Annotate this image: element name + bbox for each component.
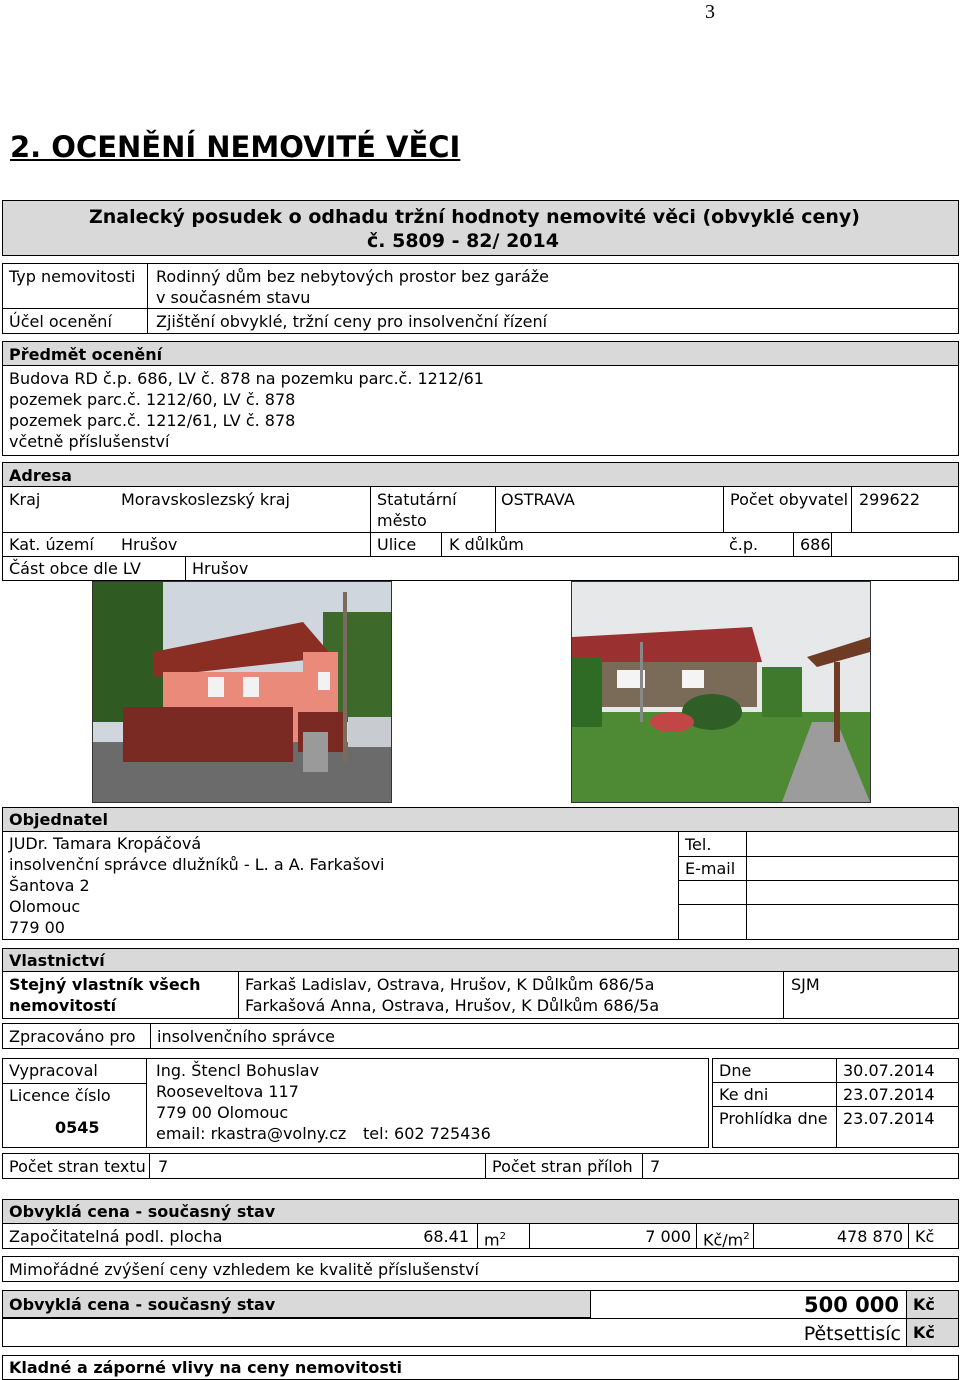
cp-value: 686 bbox=[800, 535, 831, 554]
author-city: 779 00 Olomouc bbox=[156, 1103, 289, 1122]
date-value-cell bbox=[836, 1058, 959, 1083]
price-calc-row bbox=[2, 1223, 959, 1249]
ownership-box bbox=[2, 971, 959, 1019]
garden-photo bbox=[571, 581, 871, 803]
orderer-line: Olomouc bbox=[9, 897, 81, 916]
cp-label: č.p. bbox=[729, 535, 759, 554]
price-heading-bar bbox=[2, 1199, 959, 1224]
orderer-line: 779 00 bbox=[9, 918, 65, 937]
unit-price-unit: $Kč/m^2$ bbox=[703, 1230, 750, 1250]
type-label-cell bbox=[2, 263, 148, 309]
purpose-label-cell bbox=[2, 308, 148, 334]
email-label: E-mail bbox=[685, 859, 736, 878]
orderer-heading-bar bbox=[2, 807, 959, 832]
total-value: 500 000 bbox=[804, 1293, 899, 1317]
subject-line: včetně příslušenství bbox=[9, 432, 170, 451]
author-info-cell bbox=[146, 1058, 709, 1148]
part-label: Část obce dle LV bbox=[9, 559, 141, 578]
author-email: email: rkastra@volny.cz bbox=[156, 1124, 347, 1143]
population-value: 299622 bbox=[859, 490, 921, 509]
ownership-label-line1: Stejný vlastník všech bbox=[9, 975, 201, 994]
ownership-heading-bar bbox=[2, 948, 959, 972]
type-label: Typ nemovitosti bbox=[9, 267, 136, 286]
author-tel: tel: 602 725436 bbox=[363, 1124, 491, 1143]
inspection-value: 23.07.2014 bbox=[843, 1109, 935, 1128]
type-value-line1: Rodinný dům bez nebytových prostor bez garáže bbox=[156, 267, 550, 286]
total-label: Obvyklá cena - současný stav bbox=[9, 1295, 276, 1314]
to-date-label-cell bbox=[712, 1082, 837, 1107]
orderer-heading: Objednatel bbox=[9, 810, 109, 829]
attach-pages-label: Počet stran příloh bbox=[492, 1157, 633, 1176]
area-label: Započitatelná podl. plocha bbox=[9, 1227, 223, 1246]
city-label-line1: Statutární bbox=[377, 490, 457, 509]
ownership-label-line2: nemovitostí bbox=[9, 996, 117, 1015]
total-currency-cell bbox=[906, 1290, 959, 1319]
subtotal: 478 870 bbox=[836, 1227, 903, 1246]
address-row2 bbox=[2, 532, 832, 557]
tel-label: Tel. bbox=[685, 835, 712, 854]
attach-pages-value: 7 bbox=[650, 1157, 661, 1176]
inspection-value-cell bbox=[836, 1106, 959, 1148]
purpose-label: Účel ocenění bbox=[9, 312, 112, 331]
purpose-value-cell bbox=[147, 308, 959, 334]
processed-for-row bbox=[2, 1023, 959, 1049]
owner-name: Farkaš Ladislav, Ostrava, Hrušov, K Důlkům 686/5a bbox=[245, 975, 655, 994]
subtotal-currency: Kč bbox=[915, 1227, 935, 1246]
sjm-label: SJM bbox=[791, 975, 820, 994]
page-count-row bbox=[2, 1153, 959, 1179]
kat-label: Kat. území bbox=[9, 535, 94, 554]
author-street: Rooseveltova 117 bbox=[156, 1082, 299, 1101]
address-heading: Adresa bbox=[9, 466, 72, 485]
date-label-cell bbox=[712, 1058, 837, 1083]
influences-heading-bar bbox=[2, 1355, 959, 1380]
prepared-label: Vypracoval bbox=[9, 1061, 98, 1080]
extra-label: Mimořádné zvýšení ceny vzhledem ke kvalitě příslušenství bbox=[9, 1260, 479, 1279]
ownership-heading: Vlastnictví bbox=[9, 951, 105, 970]
licence-label: Licence číslo bbox=[9, 1086, 111, 1105]
type-value-line2: v současném stavu bbox=[156, 288, 311, 307]
orderer-box bbox=[2, 831, 959, 940]
inspection-label: Prohlídka dne bbox=[719, 1109, 828, 1128]
orderer-line: JUDr. Tamara Kropáčová bbox=[9, 834, 202, 853]
total-words-cell bbox=[2, 1318, 907, 1347]
date-label: Dne bbox=[719, 1061, 752, 1080]
influences-heading: Kladné a záporné vlivy na ceny nemovitosti bbox=[9, 1358, 402, 1377]
licence-number: 0545 bbox=[55, 1118, 100, 1137]
address-heading-bar bbox=[2, 462, 959, 487]
page-number: 3 bbox=[705, 1, 715, 23]
page-title: 2. OCENĚNÍ NEMOVITÉ VĚCI bbox=[10, 130, 461, 164]
total-label-cell bbox=[2, 1290, 591, 1318]
kraj-value: Moravskoslezský kraj bbox=[121, 490, 290, 509]
subject-line: Budova RD č.p. 686, LV č. 878 na pozemku parc.č. 1212/61 bbox=[9, 369, 484, 388]
report-title-line1: Znalecký posudek o odhadu tržní hodnoty nemovité věci (obvyklé ceny) bbox=[89, 206, 860, 228]
report-title-box bbox=[2, 200, 959, 256]
area-value: 68.41 bbox=[423, 1227, 469, 1246]
population-label: Počet obyvatel bbox=[730, 490, 849, 509]
total-words-currency: Kč bbox=[913, 1323, 935, 1342]
owner-name: Farkašová Anna, Ostrava, Hrušov, K Důlkům 686/5a bbox=[245, 996, 660, 1015]
type-value-cell bbox=[147, 263, 959, 309]
author-name: Ing. Štencl Bohuslav bbox=[156, 1061, 320, 1080]
subject-line: pozemek parc.č. 1212/61, LV č. 878 bbox=[9, 411, 296, 430]
inspection-label-cell bbox=[712, 1106, 837, 1148]
street-label: Ulice bbox=[377, 535, 417, 554]
kat-value: Hrušov bbox=[121, 535, 178, 554]
street-value: K důlkům bbox=[449, 535, 524, 554]
part-value: Hrušov bbox=[192, 559, 249, 578]
to-date-value: 23.07.2014 bbox=[843, 1085, 935, 1104]
author-label-cell bbox=[2, 1058, 147, 1148]
date-value: 30.07.2014 bbox=[843, 1061, 935, 1080]
kraj-label: Kraj bbox=[9, 490, 41, 509]
extra-row bbox=[2, 1256, 959, 1282]
purpose-value: Zjištění obvyklé, tržní ceny pro insolvenční řízení bbox=[156, 312, 548, 331]
text-pages-value: 7 bbox=[158, 1157, 169, 1176]
total-words-currency-cell bbox=[906, 1318, 959, 1347]
subject-heading: Předmět ocenění bbox=[9, 345, 163, 364]
subject-line: pozemek parc.č. 1212/60, LV č. 878 bbox=[9, 390, 296, 409]
area-unit: $m^2$ bbox=[484, 1230, 506, 1250]
total-currency: Kč bbox=[913, 1295, 935, 1314]
text-pages-label: Počet stran textu bbox=[9, 1157, 146, 1176]
subject-box bbox=[2, 365, 959, 456]
city-label-line2: město bbox=[377, 511, 427, 530]
to-date-label: Ke dni bbox=[719, 1085, 769, 1104]
orderer-line: insolvenční správce dlužníků - L. a A. Farkašovi bbox=[9, 855, 385, 874]
processed-for-value: insolvenčního správce bbox=[157, 1027, 335, 1046]
subject-heading-bar bbox=[2, 341, 959, 366]
total-value-cell bbox=[590, 1290, 907, 1319]
city-value: OSTRAVA bbox=[501, 490, 575, 509]
address-row3 bbox=[2, 556, 959, 581]
to-date-value-cell bbox=[836, 1082, 959, 1107]
price-heading: Obvyklá cena - současný stav bbox=[9, 1202, 276, 1221]
address-row1 bbox=[2, 486, 959, 533]
unit-price: 7 000 bbox=[645, 1227, 691, 1246]
report-title-line2: č. 5809 - 82/ 2014 bbox=[367, 230, 559, 252]
processed-for-label: Zpracováno pro bbox=[9, 1027, 136, 1046]
total-words: Pětsettisíc bbox=[803, 1323, 901, 1345]
orderer-line: Šantova 2 bbox=[9, 876, 90, 895]
house-front-photo bbox=[92, 581, 392, 803]
